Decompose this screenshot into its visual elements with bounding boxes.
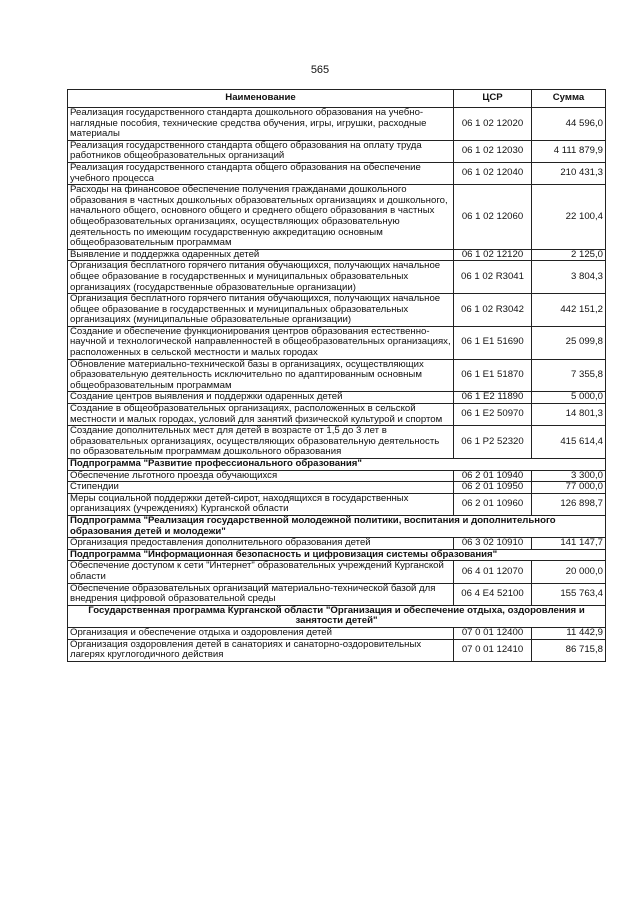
table-row [68, 108, 606, 141]
table-row [68, 359, 606, 392]
program-title: Государственная программа Курганской области "Организация и обеспечение отдыха, оздоровления и занятости детей" [68, 605, 606, 627]
table-row [68, 470, 606, 482]
row-sum: 11 442,9 [532, 627, 606, 639]
row-code: 06 1 02 12120 [454, 249, 532, 261]
row-code: 06 4 E4 52100 [454, 583, 532, 605]
program-row [68, 605, 606, 627]
budget-table [67, 89, 606, 662]
row-sum: 25 099,8 [532, 326, 606, 359]
row-code: 06 3 02 10910 [454, 538, 532, 550]
row-name: Обеспечение доступом к сети "Интернет" образовательных учреждений Курганской области [68, 561, 454, 583]
table-row [68, 185, 606, 250]
row-name: Организация предоставления дополнительного образования детей [68, 538, 454, 550]
subprogram-title: Подпрограмма "Реализация государственной молодежной политики, воспитания и дополнительного образования детей и молодежи" [68, 515, 606, 537]
row-sum: 86 715,8 [532, 639, 606, 661]
table-row [68, 583, 606, 605]
row-name: Выявление и поддержка одаренных детей [68, 249, 454, 261]
row-code: 06 1 02 12020 [454, 108, 532, 141]
row-code: 06 1 P2 52320 [454, 426, 532, 459]
subprogram-row [68, 549, 606, 561]
row-sum: 77 000,0 [532, 482, 606, 494]
table-row [68, 326, 606, 359]
row-name: Организация бесплатного горячего питания обучающихся, получающих начальное общее образование в государственных и муниципальных образовательных организациях (муниципальные образовательные организации) [68, 294, 454, 327]
subprogram-row [68, 459, 606, 471]
row-code: 06 2 01 10940 [454, 470, 532, 482]
row-name: Расходы на финансовое обеспечение получения гражданами дошкольного образования в частных дошкольных образовательных организациях и дошкольного, начального общего, основного общего и среднего общего образования в частных общеобразовательных организациях, осуществляющих образовательную деятельность по имеющим государственную аккредитацию основным общеобразовательным программам [68, 185, 454, 250]
table-row [68, 538, 606, 550]
table-body [68, 108, 606, 662]
row-name: Стипендии [68, 482, 454, 494]
row-name: Создание в общеобразовательных организациях, расположенных в сельской местности и малых городах, условий для занятий физической культурой и спортом [68, 404, 454, 426]
row-code: 06 2 01 10950 [454, 482, 532, 494]
row-sum: 210 431,3 [532, 162, 606, 184]
row-sum: 155 763,4 [532, 583, 606, 605]
subprogram-row [68, 515, 606, 537]
row-code: 07 0 01 12400 [454, 627, 532, 639]
header-code: ЦСР [454, 90, 532, 108]
row-sum: 415 614,4 [532, 426, 606, 459]
row-code: 06 4 01 12070 [454, 561, 532, 583]
row-code: 07 0 01 12410 [454, 639, 532, 661]
row-code: 06 1 E2 11890 [454, 392, 532, 404]
table-row [68, 249, 606, 261]
row-name: Меры социальной поддержки детей-сирот, находящихся в государственных организациях (учреждениях) Курганской области [68, 493, 454, 515]
page-number: 565 [310, 64, 330, 76]
row-name: Создание дополнительных мест для детей в возрасте от 1,5 до 3 лет в образовательных организациях, осуществляющих образовательную деятельность по образовательным программам дошкольного образования [68, 426, 454, 459]
row-name: Создание и обеспечение функционирования центров образования естественно-научной и технологической направленностей в общеобразовательных организациях, расположенных в сельской местности и малых городах [68, 326, 454, 359]
row-code: 06 1 02 12040 [454, 162, 532, 184]
table-row [68, 561, 606, 583]
row-sum: 14 801,3 [532, 404, 606, 426]
row-sum: 44 596,0 [532, 108, 606, 141]
table-row [68, 493, 606, 515]
table-row [68, 162, 606, 184]
row-name: Обеспечение льготного проезда обучающихся [68, 470, 454, 482]
row-code: 06 1 E2 50970 [454, 404, 532, 426]
row-name: Реализация государственного стандарта общего образования на обеспечение учебного процесса [68, 162, 454, 184]
row-name: Создание центров выявления и поддержки одаренных детей [68, 392, 454, 404]
table-row [68, 426, 606, 459]
row-name: Реализация государственного стандарта общего образования на оплату труда работников общеобразовательных организаций [68, 140, 454, 162]
row-code: 06 1 E1 51870 [454, 359, 532, 392]
row-sum: 22 100,4 [532, 185, 606, 250]
row-code: 06 1 02 R3041 [454, 261, 532, 294]
table-row [68, 639, 606, 661]
row-code: 06 1 E1 51690 [454, 326, 532, 359]
row-name: Реализация государственного стандарта дошкольного образования на учебно-наглядные пособия, технические средства обучения, игры, игрушки, расходные материалы [68, 108, 454, 141]
row-code: 06 2 01 10960 [454, 493, 532, 515]
subprogram-title: Подпрограмма "Информационная безопасность и цифровизация системы образования" [68, 549, 606, 561]
row-sum: 3 804,3 [532, 261, 606, 294]
row-sum: 126 898,7 [532, 493, 606, 515]
table-row [68, 140, 606, 162]
row-sum: 7 355,8 [532, 359, 606, 392]
row-sum: 3 300,0 [532, 470, 606, 482]
table-header-row [68, 90, 606, 108]
row-sum: 20 000,0 [532, 561, 606, 583]
row-code: 06 1 02 R3042 [454, 294, 532, 327]
subprogram-title: Подпрограмма "Развитие профессионального образования" [68, 459, 606, 471]
row-code: 06 1 02 12030 [454, 140, 532, 162]
table-row [68, 482, 606, 494]
row-name: Организация оздоровления детей в санаториях и санаторно-оздоровительных лагерях круглогодичного действия [68, 639, 454, 661]
table-row [68, 392, 606, 404]
row-code: 06 1 02 12060 [454, 185, 532, 250]
header-name: Наименование [68, 90, 454, 108]
row-name: Обеспечение образовательных организаций материально-технической базой для внедрения цифровой образовательной среды [68, 583, 454, 605]
table-row [68, 404, 606, 426]
table-row [68, 627, 606, 639]
row-sum: 141 147,7 [532, 538, 606, 550]
header-sum: Сумма [532, 90, 606, 108]
row-sum: 4 111 879,9 [532, 140, 606, 162]
table-row [68, 261, 606, 294]
row-name: Организация и обеспечение отдыха и оздоровления детей [68, 627, 454, 639]
row-sum: 442 151,2 [532, 294, 606, 327]
row-sum: 2 125,0 [532, 249, 606, 261]
row-sum: 5 000,0 [532, 392, 606, 404]
table-row [68, 294, 606, 327]
row-name: Обновление материально-технической базы в организациях, осуществляющих образовательную деятельность исключительно по адаптированным основным общеобразовательным программам [68, 359, 454, 392]
row-name: Организация бесплатного горячего питания обучающихся, получающих начальное общее образование в государственных и муниципальных образовательных организациях (государственные образовательные организации) [68, 261, 454, 294]
